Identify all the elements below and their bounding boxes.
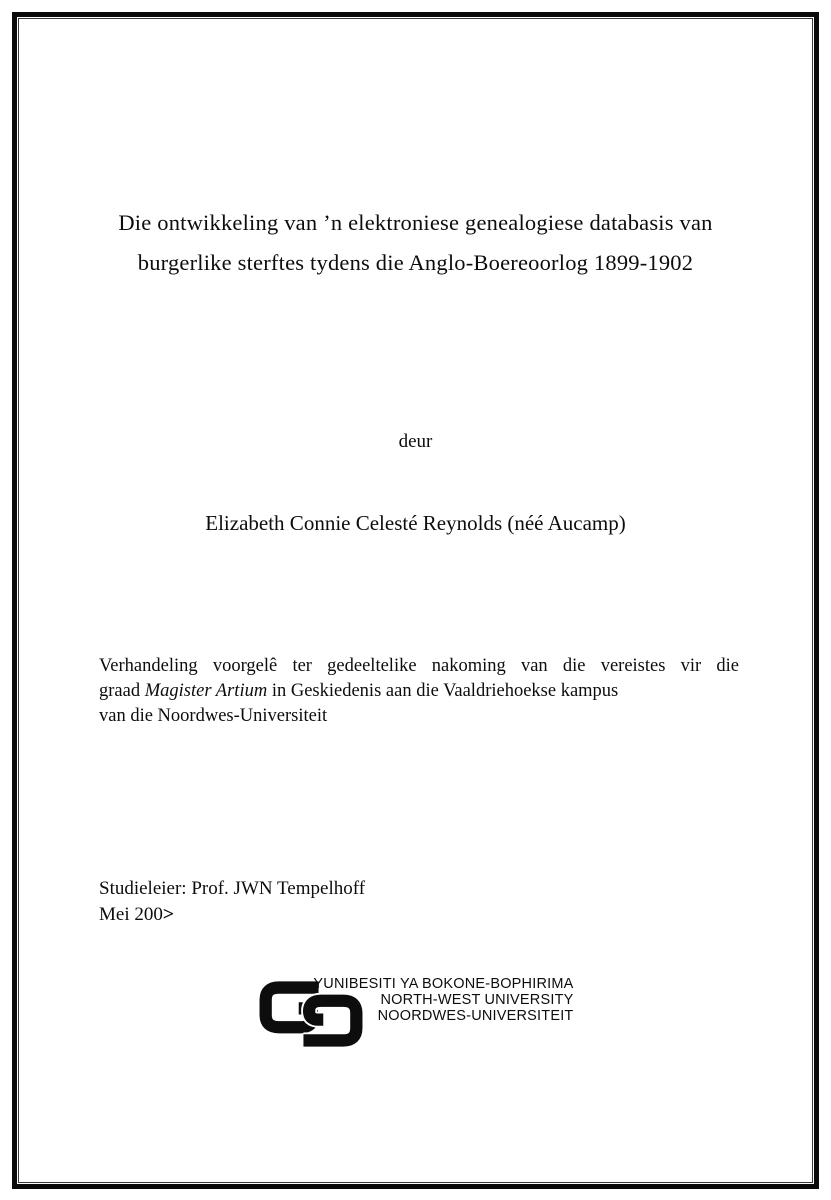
- logo-text-line2: NORTH-WEST UNIVERSITY: [380, 991, 574, 1008]
- university-logo-wordmark: [313, 977, 573, 1024]
- submission-line3: van die Noordwes-Universiteit: [99, 706, 328, 726]
- degree-name: Magister Artium: [144, 681, 268, 701]
- byline-deur: deur: [398, 431, 433, 452]
- submission-line2-prefix: graad: [99, 681, 145, 701]
- thesis-title-line1: Die ontwikkeling van ’n elektroniese genealogiese databasis van: [118, 210, 713, 235]
- thesis-title: [19, 203, 812, 283]
- logo-text-line1: YUNIBESITI YA BOKONE-BOPHIRIMA: [313, 976, 574, 992]
- page-content: [19, 19, 812, 1182]
- page-border-outer: [12, 12, 819, 1189]
- date-prefix: Mei 200: [99, 904, 163, 925]
- date-last-digit-glyph: >: [162, 904, 174, 925]
- logo-text-line3: NOORDWES-UNIVERSITEIT: [377, 1007, 574, 1024]
- date-line: [99, 902, 812, 928]
- page-border-inner: [18, 18, 813, 1183]
- author-name: Elizabeth Connie Celesté Reynolds (néé Aucamp): [205, 511, 626, 535]
- credits-block: [99, 876, 812, 928]
- university-logo: [258, 977, 574, 1051]
- submission-line1: Verhandeling voorgelê ter gedeeltelike nakoming van die vereistes vir die: [99, 656, 739, 676]
- supervisor-line: Studieleier: Prof. JWN Tempelhoff: [99, 878, 366, 899]
- submission-line2: [99, 679, 739, 704]
- thesis-title-line2: burgerlike sterftes tydens die Anglo-Boereoorlog 1899-1902: [137, 250, 694, 275]
- submission-statement: [99, 654, 739, 729]
- submission-line2-suffix: in Geskiedenis aan die Vaaldriehoekse kampus: [267, 681, 619, 701]
